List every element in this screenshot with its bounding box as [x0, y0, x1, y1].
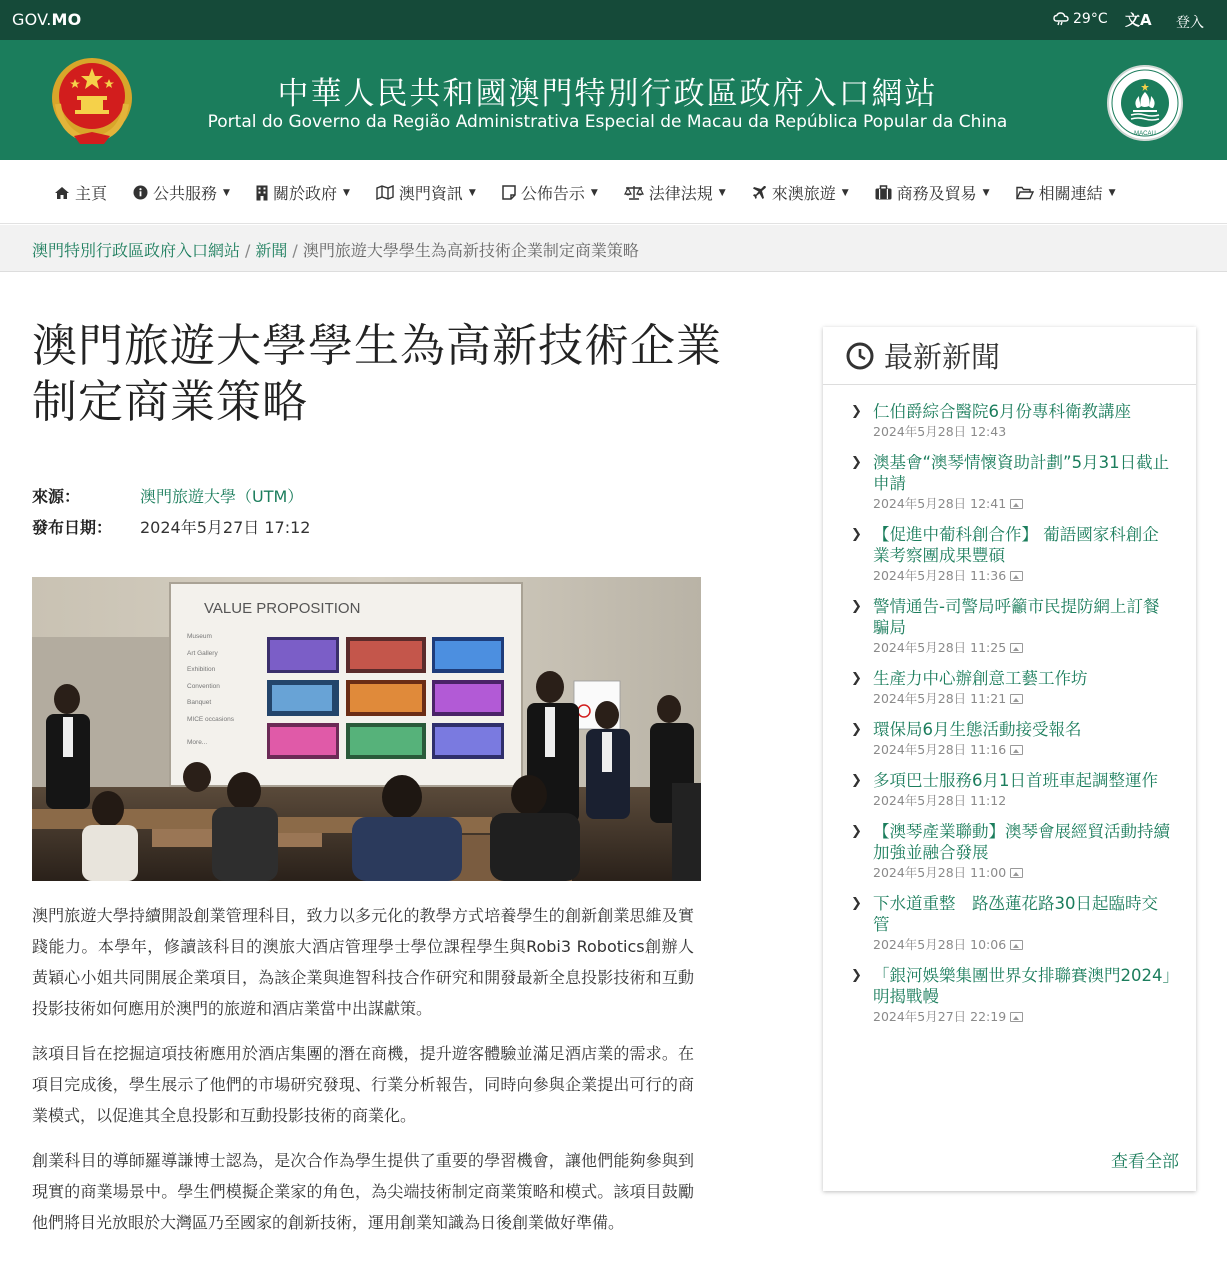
- news-item[interactable]: [823, 668, 1196, 707]
- news-date: 2024年5月27日 22:19: [873, 1009, 1007, 1024]
- news-item[interactable]: [823, 893, 1196, 953]
- chevron-right-icon: ❯: [851, 455, 862, 470]
- site-title-chinese: 中華人民共和國澳門特別行政區政府入口網站: [277, 76, 938, 112]
- map-icon: [376, 185, 394, 200]
- chevron-right-icon: ❯: [851, 527, 862, 542]
- slide-item: Convention: [187, 683, 220, 690]
- news-title-link[interactable]: 仁伯爵綜合醫院6月份專科衛教講座: [873, 402, 1131, 421]
- article-meta: [32, 480, 310, 542]
- slide-title: VALUE PROPOSITION: [204, 600, 361, 617]
- folder-open-icon: [1016, 186, 1034, 200]
- macau-emblem-label: MACAU: [1134, 131, 1156, 137]
- chevron-down-icon: ▼: [342, 187, 350, 198]
- breadcrumb: 澳門特別行政區政府入口網站 / 新聞 / 澳門旅遊大學學生為高新技術企業制定商業策略: [0, 225, 1227, 272]
- news-date: 2024年5月28日 12:41: [873, 496, 1007, 511]
- image-icon: [1010, 1012, 1023, 1022]
- image-icon: [1010, 499, 1023, 509]
- chevron-right-icon: ❯: [851, 599, 862, 614]
- source-link[interactable]: 澳門旅遊大學（UTM）: [140, 487, 304, 506]
- news-date: 2024年5月28日 11:12: [873, 793, 1007, 808]
- note-icon: [502, 185, 516, 200]
- slide-item: MICE occasions: [187, 716, 234, 723]
- nav-item-macau-info[interactable]: 澳門資訊 ▼: [376, 181, 476, 204]
- slide-item: Art Gallery: [187, 650, 218, 657]
- nav-item-laws[interactable]: 法律法規 ▼: [624, 181, 726, 204]
- breadcrumb-home-link[interactable]: 澳門特別行政區政府入口網站: [32, 241, 241, 260]
- news-date: 2024年5月28日 11:36: [873, 568, 1007, 583]
- chevron-right-icon: ❯: [851, 896, 862, 911]
- slide-item: Museum: [187, 633, 212, 640]
- chevron-right-icon: ❯: [851, 773, 862, 788]
- latest-news-panel: [823, 327, 1196, 1191]
- chevron-down-icon: ▼: [718, 187, 726, 198]
- breadcrumb-news-link[interactable]: 新聞: [255, 241, 288, 260]
- slide-item: Banquet: [187, 699, 212, 706]
- chevron-right-icon: ❯: [851, 968, 862, 983]
- news-title-link[interactable]: 環保局6月生態活動接受報名: [873, 720, 1082, 739]
- news-title-link[interactable]: 澳基會“澳琴情懷資助計劃”5月31日截止申請: [873, 453, 1170, 493]
- nav-item-public-services[interactable]: 公共服務 ▼: [133, 181, 230, 204]
- nav-item-tourism[interactable]: 來澳旅遊 ▼: [752, 181, 849, 204]
- nav-item-about-government[interactable]: 關於政府 ▼: [256, 181, 350, 204]
- chevron-down-icon: ▼: [841, 187, 849, 198]
- chevron-right-icon: ❯: [851, 722, 862, 737]
- site-header: [0, 40, 1227, 160]
- news-item[interactable]: [823, 770, 1196, 809]
- publish-date: 2024年5月27日 17:12: [140, 518, 311, 537]
- top-bar: [0, 0, 1227, 40]
- nav-item-home[interactable]: 主頁: [54, 181, 107, 204]
- image-icon: [1010, 694, 1023, 704]
- weather-widget[interactable]: [1053, 11, 1108, 27]
- news-title-link[interactable]: 【促進中葡科創合作】 葡語國家科創企業考察團成果豐碩: [873, 525, 1159, 565]
- latest-news-title: 最新新聞: [884, 340, 1001, 374]
- building-icon: [256, 185, 268, 201]
- article-paragraph: 澳門旅遊大學持續開設創業管理科目，致力以多元化的教學方式培養學生的創新創業思維及實踐能力。本學年，修讀該科目的澳旅大酒店管理學士學位課程學生與Robi3 Robotics創辦人黃穎心小姐共同開展企業項目，為該企業與進智科技合作研究和開發最新全息投影技術和互動投影技術如何應用於澳門的旅遊和酒店業當中出謀獻策。: [32, 906, 694, 1018]
- gov-mo-logo[interactable]: GOV.MO: [12, 10, 82, 29]
- news-title-link[interactable]: 【澳琴產業聯動】澳琴會展經貿活動持續加強並融合發展: [873, 822, 1170, 862]
- news-item[interactable]: [823, 596, 1196, 656]
- news-item[interactable]: [823, 524, 1196, 584]
- nav-item-business[interactable]: 商務及貿易 ▼: [875, 181, 990, 204]
- main-nav: [0, 160, 1227, 224]
- site-title-portuguese: Portal do Governo da Região Administrativa Especial de Macau da República Popular da China: [207, 112, 1008, 132]
- news-title-link[interactable]: 警情通告-司警局呼籲市民提防網上訂餐騙局: [873, 597, 1160, 637]
- news-item[interactable]: [823, 401, 1196, 440]
- image-icon: [1010, 571, 1023, 581]
- slide-images: [267, 637, 504, 759]
- temperature: 29°C: [1073, 11, 1108, 27]
- info-icon: [133, 185, 148, 200]
- news-item[interactable]: [823, 821, 1196, 881]
- image-icon: [1010, 643, 1023, 653]
- article-photo[interactable]: [32, 577, 701, 881]
- article-body: [32, 900, 694, 1252]
- latest-news-header: [823, 327, 1196, 385]
- slide-item: Exhibition: [187, 666, 216, 673]
- chevron-down-icon: ▼: [1108, 187, 1116, 198]
- scale-icon: [624, 185, 644, 200]
- slide-item: More...: [187, 739, 208, 746]
- chevron-right-icon: ❯: [851, 404, 862, 419]
- chevron-down-icon: ▼: [468, 187, 476, 198]
- nav-item-related-links[interactable]: 相關連結 ▼: [1016, 181, 1116, 204]
- chevron-right-icon: ❯: [851, 671, 862, 686]
- plane-icon: [752, 185, 767, 200]
- date-label: 發布日期：: [32, 518, 113, 537]
- breadcrumb-current: 澳門旅遊大學學生為高新技術企業制定商業策略: [302, 241, 639, 260]
- news-date: 2024年5月28日 11:21: [873, 691, 1007, 706]
- macau-emblem-icon[interactable]: [1106, 64, 1184, 142]
- chevron-right-icon: ❯: [851, 824, 862, 839]
- clock-icon: [846, 342, 874, 370]
- chevron-down-icon: ▼: [223, 187, 230, 198]
- news-date: 2024年5月28日 11:00: [873, 865, 1007, 880]
- chevron-down-icon: ▼: [982, 187, 990, 198]
- cloud-rain-icon: [1053, 12, 1069, 26]
- article-paragraph: 該項目旨在挖掘這項技術應用於酒店集團的潛在商機，提升遊客體驗並滿足酒店業的需求。在項目完成後，學生展示了他們的市場研究發現、行業分析報告，同時向參與企業提出可行的商業模式，以促進其全息投影和互動投影技術的商業化。: [32, 1044, 694, 1125]
- news-item[interactable]: [823, 965, 1196, 1025]
- news-date: 2024年5月28日 12:43: [873, 424, 1007, 439]
- view-all-link[interactable]: 查看全部: [1111, 1152, 1179, 1172]
- nav-item-notices[interactable]: 公佈告示 ▼: [502, 181, 598, 204]
- image-icon: [1010, 745, 1023, 755]
- news-title-link[interactable]: 多項巴士服務6月1日首班車起調整運作: [873, 771, 1158, 790]
- news-item[interactable]: [823, 452, 1196, 512]
- source-label: 來源：: [32, 487, 81, 506]
- news-item[interactable]: [823, 719, 1196, 758]
- login-link[interactable]: 登入: [1176, 15, 1204, 31]
- news-title-link[interactable]: 下水道重整 路氹蓮花路30日起臨時交管: [873, 894, 1158, 934]
- image-icon: [1010, 868, 1023, 878]
- news-list: [823, 401, 1196, 1037]
- article-title: 澳門旅遊大學學生為高新技術企業制定商業策略: [32, 319, 723, 428]
- chevron-down-icon: ▼: [590, 187, 598, 198]
- news-title-link[interactable]: 生產力中心辦創意工藝工作坊: [873, 669, 1088, 688]
- news-title-link[interactable]: 「銀河娛樂集團世界女排聯賽澳門2024」明揭戰幔: [873, 966, 1171, 1006]
- home-icon: [54, 186, 70, 200]
- article-paragraph: 創業科目的導師羅導謙博士認為，是次合作為學生提供了重要的學習機會，讓他們能夠參與到現實的商業場景中。學生們模擬企業家的角色，為尖端技術制定商業策略和模式。該項目鼓勵他們將目光放眼於大灣區乃至國家的創新技術，運用創業知識為日後創業做好準備。: [32, 1151, 694, 1232]
- translate-icon[interactable]: 文A: [1125, 11, 1152, 29]
- news-date: 2024年5月28日 11:25: [873, 640, 1007, 655]
- news-date: 2024年5月28日 10:06: [873, 937, 1007, 952]
- briefcase-icon: [875, 185, 892, 200]
- news-date: 2024年5月28日 11:16: [873, 742, 1007, 757]
- image-icon: [1010, 940, 1023, 950]
